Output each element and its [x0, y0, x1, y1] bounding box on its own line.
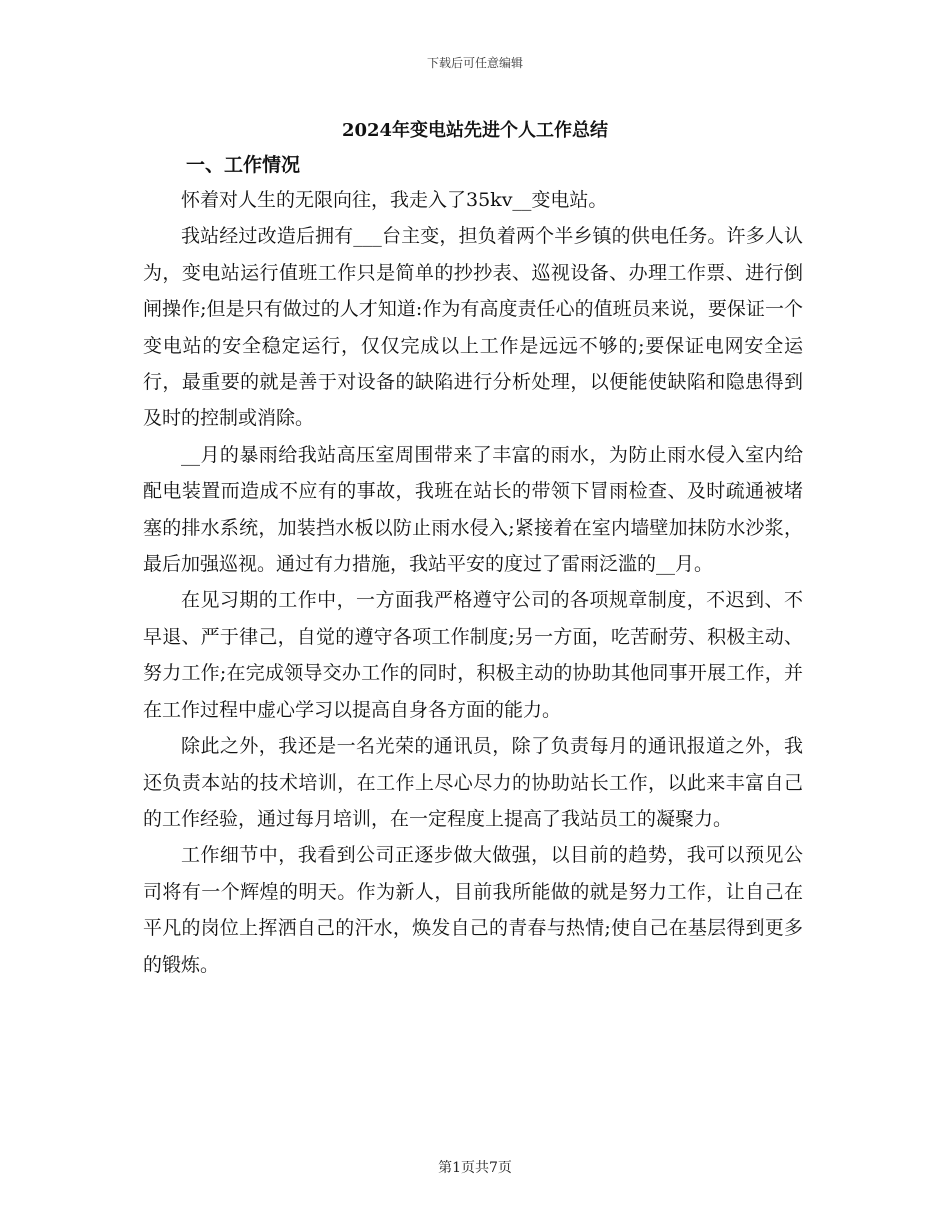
header-note: 下载后可任意编辑	[426, 56, 523, 70]
paragraph: __月的暴雨给我站高压室周围带来了丰富的雨水，为防止雨水侵入室内给配电装置而造成不应有的事故，我班在站长的带领下冒雨检查、及时疏通被堵塞的排水系统，加装挡水板以防止雨水侵入;紧接着在室内墙壁加抹防水沙浆，最后加强巡视。通过有力措施，我站平安的度过了雷雨泛滥的__月。	[143, 443, 803, 576]
document-body	[143, 182, 803, 983]
paragraph: 在见习期的工作中，一方面我严格遵守公司的各项规章制度，不迟到、不早退、严于律己，自觉的遵守各项工作制度;另一方面，吃苦耐劳、积极主动、努力工作;在完成领导交办工作的同时，积极主动的协助其他同事开展工作，并在工作过程中虚心学习以提高自身各方面的能力。	[143, 589, 803, 721]
paragraph: 工作细节中，我看到公司正逐步做大做强，以目前的趋势，我可以预见公司将有一个辉煌的明天。作为新人，目前我所能做的就是努力工作，让自己在平凡的岗位上挥洒自己的汗水，焕发自己的青春与热情;使自己在基层得到更多的锻炼。	[143, 844, 803, 976]
paragraph: 我站经过改造后拥有___台主变，担负着两个半乡镇的供电任务。许多人认为，变电站运行值班工作只是简单的抄抄表、巡视设备、办理工作票、进行倒闸操作;但是只有做过的人才知道:作为有高度责任心的值班员来说，要保证一个变电站的安全稳定运行，仅仅完成以上工作是远远不够的;要保证电网安全运行，最重要的就是善于对设备的缺陷进行分析处理，以便能使缺陷和隐患得到及时的控制或消除。	[143, 225, 803, 430]
page-number: 第1页共7页	[438, 1160, 512, 1176]
paragraph: 怀着对人生的无限向往，我走入了35kv__变电站。	[181, 189, 608, 211]
document-title: 2024年变电站先进个人工作总结	[341, 120, 609, 141]
paragraph: 除此之外，我还是一名光荣的通讯员，除了负责每月的通讯报道之外，我还负责本站的技术培训，在工作上尽心尽力的协助站长工作，以此来丰富自己的工作经验，通过每月培训，在一定程度上提高了我站员工的凝聚力。	[143, 735, 803, 830]
section-heading: 一、工作情况	[186, 154, 301, 176]
